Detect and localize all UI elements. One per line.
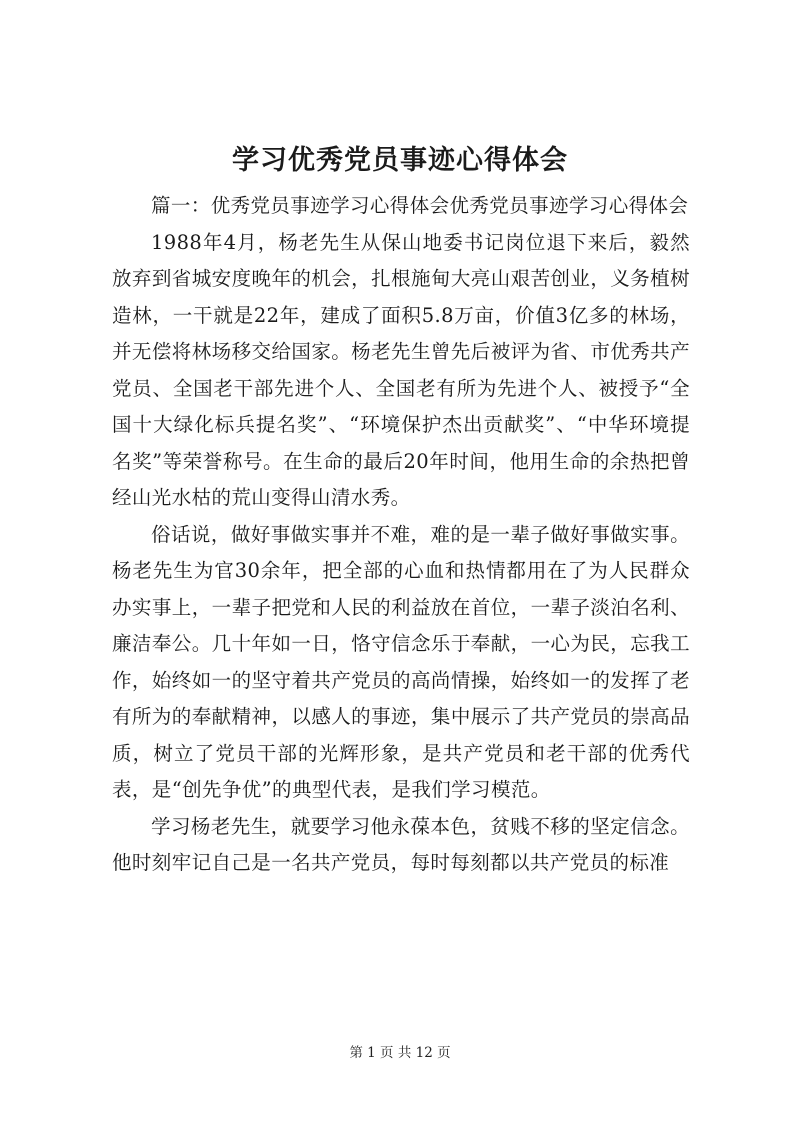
document-title: 学习优秀党员事迹心得体会	[232, 145, 568, 176]
document-body	[112, 188, 690, 882]
paragraph-3: 俗话说，做好事做实事并不难，难的是一辈子做好事做实事。杨老先生为官30余年，把全部的心血和热情都用在了为人民群众办实事上，一辈子把党和人民的利益放在首位，一辈子淡泊名利、廉洁奉公。几十年如一日，恪守信念乐于奉献，一心为民，忘我工作，始终如一的坚守着共产党员的高尚情操，始终如一的发挥了老有所为的奉献精神，以感人的事迹，集中展示了共产党员的崇高品质，树立了党员干部的光辉形象，是共产党员和老干部的优秀代表，是“创先争优”的典型代表，是我们学习模范。	[112, 522, 690, 801]
paragraph-2: 1988年4月，杨老先生从保山地委书记岗位退下来后，毅然放弃到省城安度晚年的机会，扎根施甸大亮山艰苦创业，义务植树造林，一干就是22年，建成了面积5.8万亩，价值3亿多的林场，并无偿将林场移交给国家。杨老先生曾先后被评为省、市优秀共产党员、全国老干部先进个人、全国老有所为先进个人、被授予“全国十大绿化标兵提名奖”、“环境保护杰出贡献奖”、“中华环境提名奖”等荣誉称号。在生命的最后20年时间，他用生命的余热把曾经山光水枯的荒山变得山清水秀。	[112, 230, 690, 509]
page-number-footer: 第 1 页 共 12 页	[349, 1045, 451, 1061]
paragraph-1: 篇一：优秀党员事迹学习心得体会优秀党员事迹学习心得体会	[151, 194, 689, 217]
paragraph-4: 学习杨老先生，就要学习他永葆本色，贫贱不移的坚定信念。他时刻牢记自己是一名共产党员，每时每刻都以共产党员的标准	[112, 814, 690, 874]
